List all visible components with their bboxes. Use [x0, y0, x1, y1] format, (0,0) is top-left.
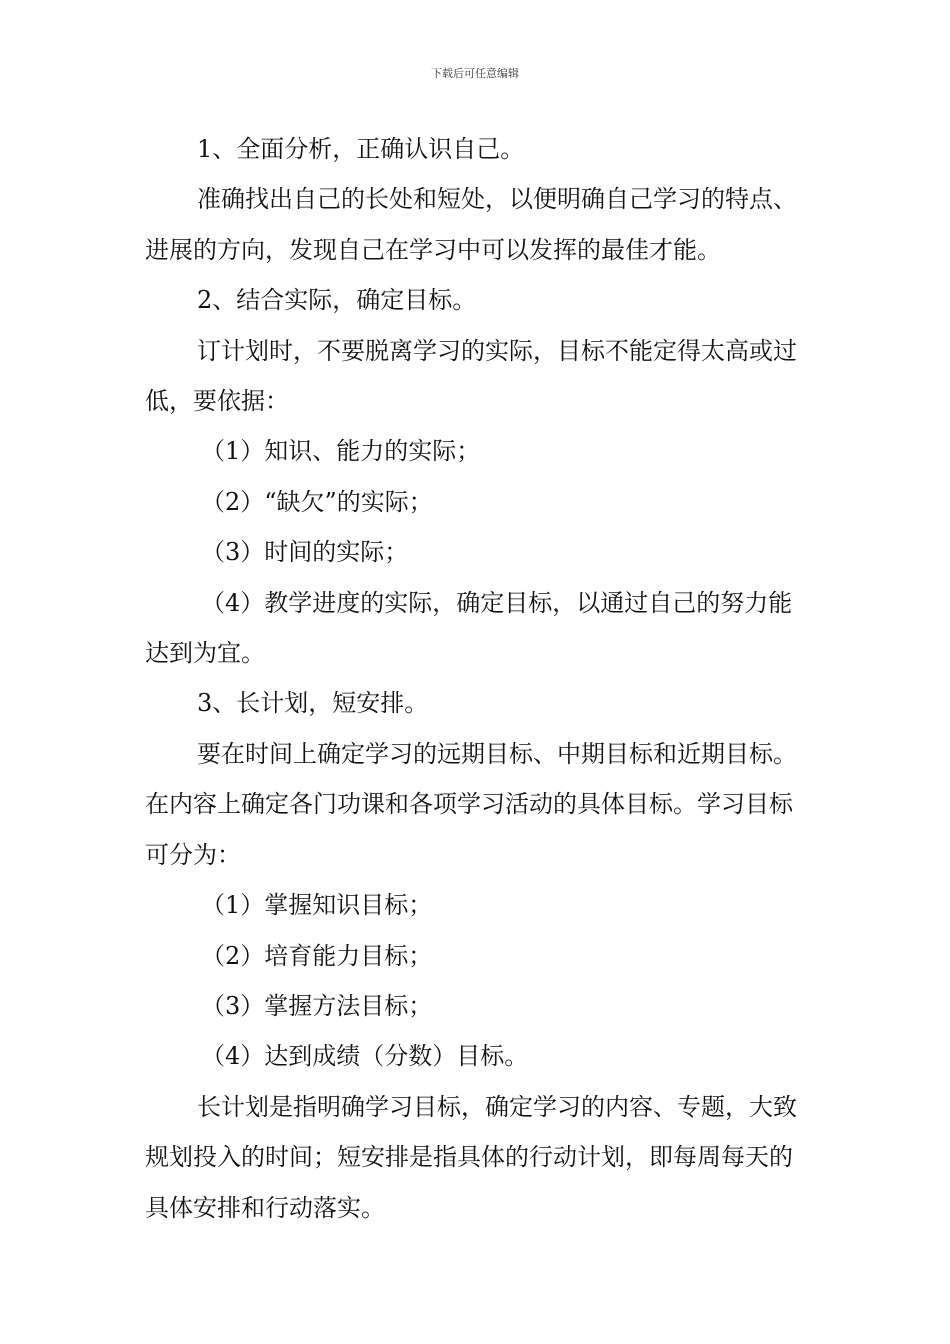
list-item: （2）“缺欠”的实际；: [201, 487, 433, 516]
list-item: （3）掌握方法目标；: [201, 991, 433, 1020]
list-item: （4）达到成绩（分数）目标。: [201, 1042, 529, 1071]
section-heading-3: 3、长计划，短安排。: [197, 689, 429, 718]
page-header-note: 下载后可任意编辑: [431, 67, 519, 80]
list-item: （3）时间的实际；: [201, 538, 409, 567]
list-item: （2）培育能力目标；: [201, 941, 433, 970]
section-heading-1: 1、全面分析，正确认识自己。: [197, 135, 525, 163]
list-item: （1）知识、能力的实际；: [201, 437, 481, 466]
body-paragraph: 准确找出自己的长处和短处，以便明确自己学习的特点、进展的方向，发现自己在学习中可以发挥的最佳才能。: [145, 185, 797, 264]
body-paragraph: 长计划是指明确学习目标，确定学习的内容、专题，大致规划投入的时间；短安排是指具体的行动计划，即每周每天的具体安排和行动落实。: [145, 1092, 797, 1222]
document-body: [145, 124, 807, 1233]
section-heading-2: 2、结合实际，确定目标。: [197, 286, 477, 315]
list-item: （1）掌握知识目标；: [201, 891, 433, 920]
body-paragraph: 要在时间上确定学习的远期目标、中期目标和近期目标。在内容上确定各门功课和各项学习活动的具体目标。学习目标可分为：: [145, 739, 797, 869]
list-item: （4）教学进度的实际，确定目标，以通过自己的努力能达到为宜。: [145, 588, 793, 668]
body-paragraph: 订计划时，不要脱离学习的实际，目标不能定得太高或过低，要依据：: [145, 336, 797, 416]
